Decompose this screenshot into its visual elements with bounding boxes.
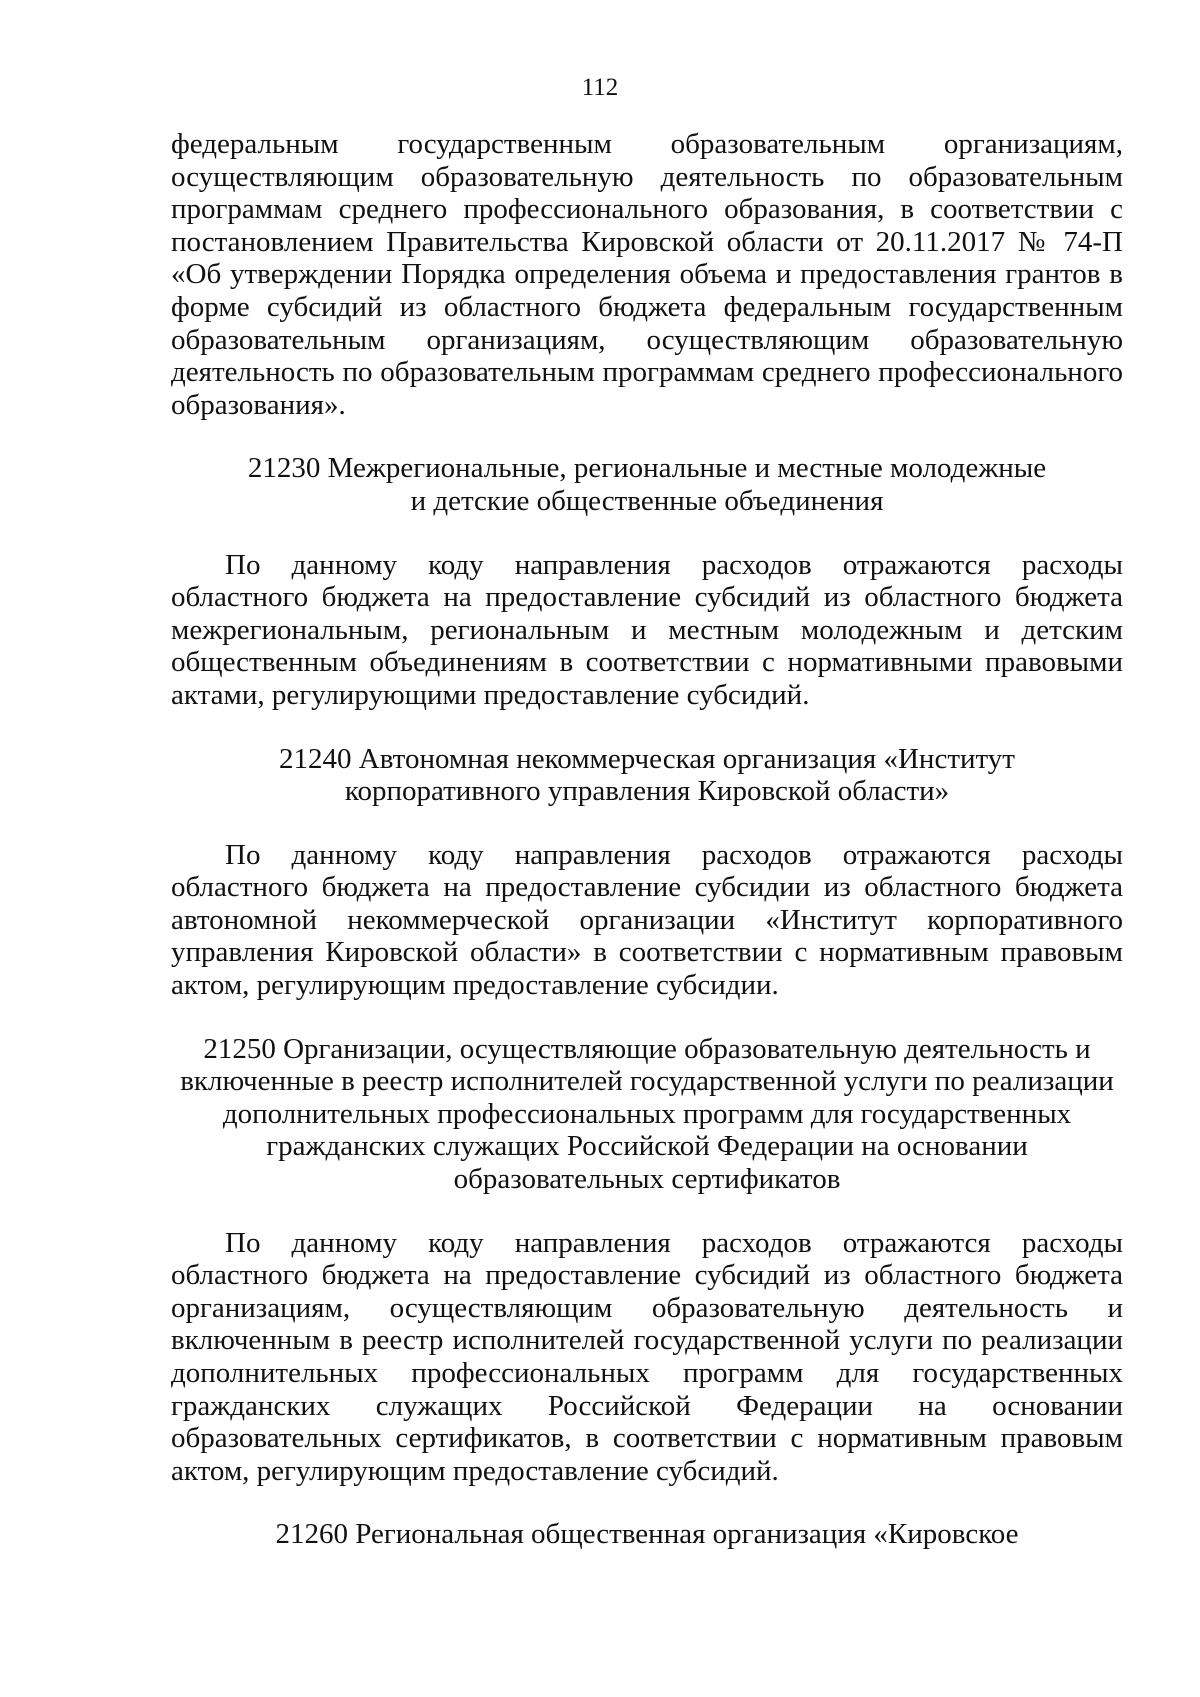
paragraph-21250: По данному коду направления расходов отражаются расходы областного бюджета на предоставление субсидий из областного бюджета организациям, осуществляющим образовательную деятельность и включенным в реестр исполнителей государственной услуги по реализации дополнительных профессиональных программ для государственных гражданских служащих Российской Федерации на основании образовательных сертификатов, в соответствии с нормативным правовым актом, регулирующим предоставление субсидий.: [171, 1226, 1123, 1487]
heading-line: образовательных сертификатов: [453, 1163, 841, 1196]
section-heading-21260: [171, 1518, 1123, 1551]
heading-line: гражданских служащих Российской Федерации на основании: [266, 1130, 1028, 1163]
heading-line: 21240 Автономная некоммерческая организация «Институт: [279, 742, 1015, 775]
page-number: 112: [581, 74, 619, 101]
spacer: [171, 1196, 1123, 1227]
spacer: [171, 518, 1123, 549]
heading-line: включенные в реестр исполнителей государственной услуги по реализации: [180, 1065, 1114, 1098]
spacer: [171, 1487, 1123, 1518]
paragraph-21240: По данному коду направления расходов отражаются расходы областного бюджета на предоставление субсидии из областного бюджета автономной некоммерческой организации «Институт корпоративного управления Кировской области» в соответствии с нормативным правовым актом, регулирующим предоставление субсидии.: [171, 838, 1123, 1002]
section-heading-21230: [171, 452, 1123, 517]
heading-line: 21250 Организации, осуществляющие образовательную деятельность и: [203, 1032, 1091, 1065]
heading-line: и детские общественные объединения: [410, 484, 884, 517]
paragraph-21230: По данному коду направления расходов отражаются расходы областного бюджета на предоставление субсидий из областного бюджета межрегиональным, региональным и местным молодежным и детским общественным объединениям в соответствии с нормативными правовыми актами, регулирующими предоставление субсидий.: [171, 548, 1123, 711]
heading-line: корпоративного управления Кировской области»: [344, 775, 950, 808]
paragraph-intro: федеральным государственным образовательным организациям, осуществляющим образовательную деятельность по образовательным программам среднего профессионального образования, в соответствии с постановлением Правительства Кировской области от 20.11.2017 № 74-П «Об утверждении Порядка определения объема и предоставления грантов в форме субсидий из областного бюджета федеральным государственным образовательным организациям, осуществляющим образовательную деятельность по образовательным программам среднего профессионального образования».: [171, 128, 1123, 421]
document-body: [171, 128, 1123, 1551]
spacer: [171, 712, 1123, 743]
heading-line: 21230 Межрегиональные, региональные и местные молодежные: [247, 452, 1047, 485]
section-heading-21250: [171, 1033, 1123, 1196]
heading-line: 21260 Региональная общественная организация «Кировское: [275, 1518, 1019, 1551]
heading-line: дополнительных профессиональных программ для государственных: [222, 1097, 1072, 1130]
spacer: [171, 421, 1123, 452]
spacer: [171, 808, 1123, 839]
spacer: [171, 1002, 1123, 1033]
section-heading-21240: [171, 743, 1123, 808]
